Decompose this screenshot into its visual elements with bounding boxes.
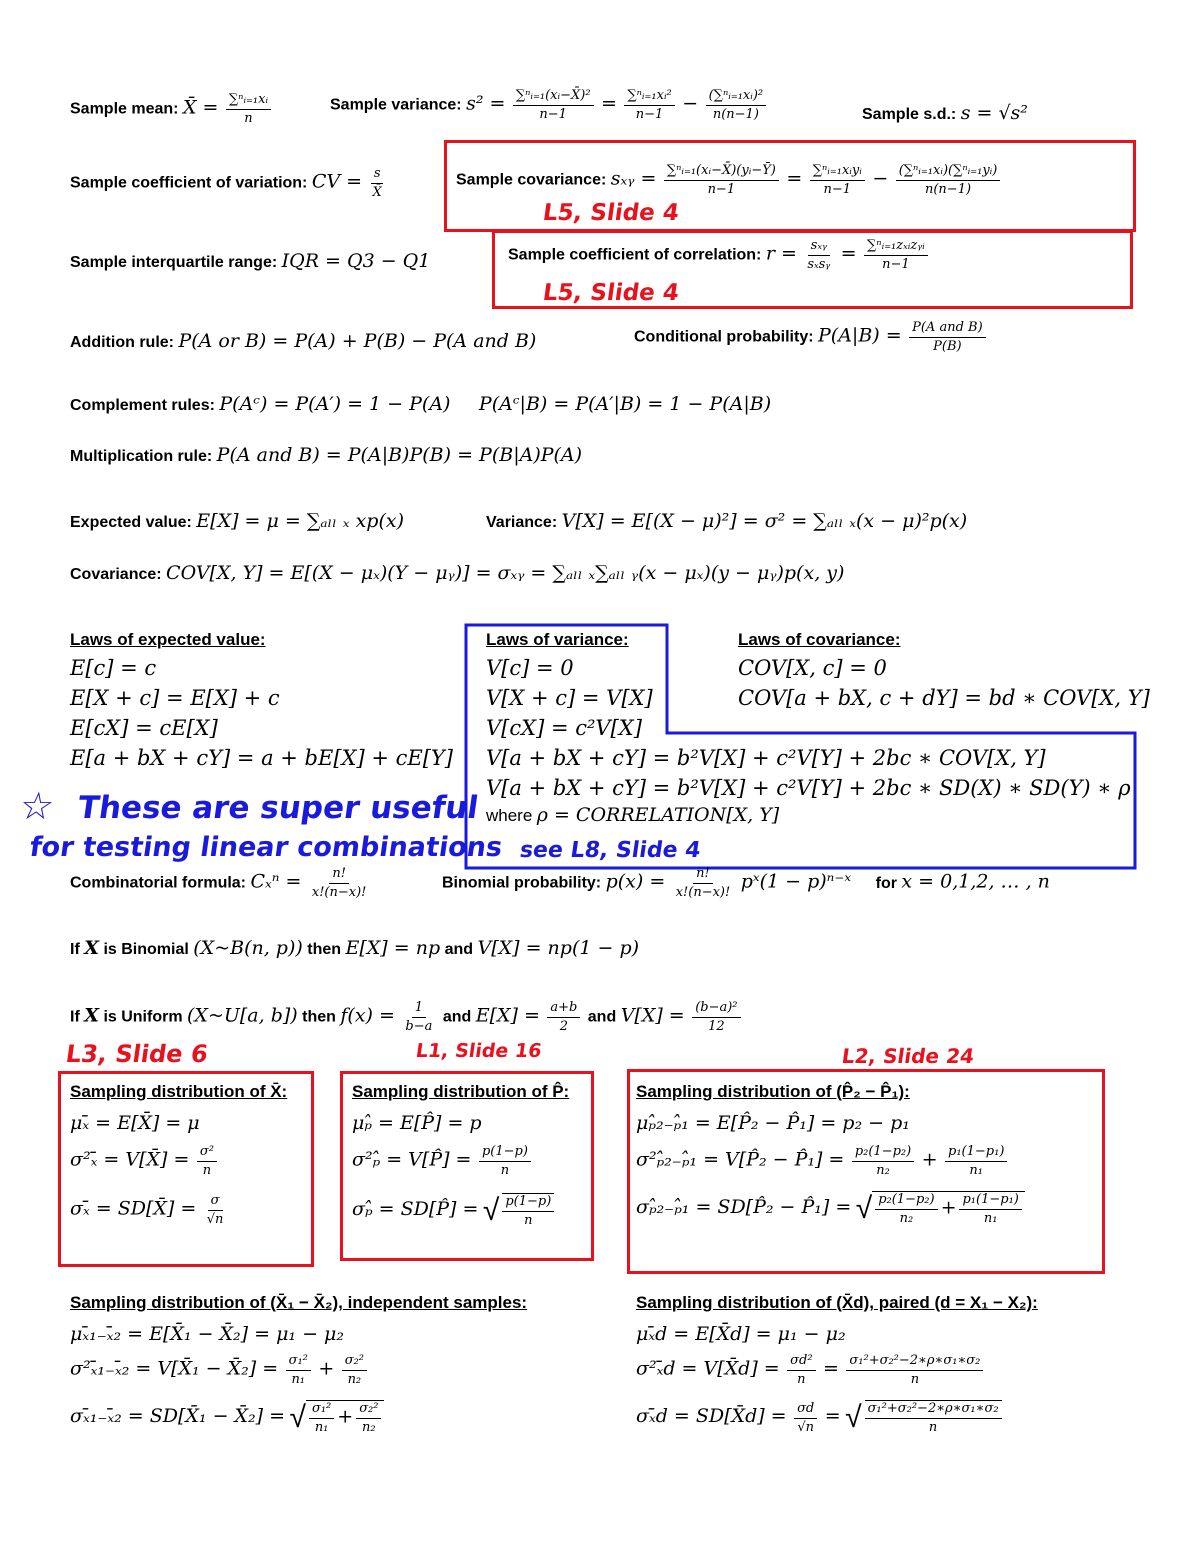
sampling-mean-title: Sampling distribution of X̄: bbox=[70, 1082, 288, 1101]
annotation-l3-slide6: L3, Slide 6 bbox=[64, 1040, 210, 1068]
sampling-mean-var: σ²ₓ̄ = V[X̄] = $\frac{\text{σ²}}{n}$ bbox=[70, 1144, 287, 1179]
sample-sd-label: Sample s.d.: bbox=[862, 106, 957, 123]
complement-rules-label: Complement rules: bbox=[70, 397, 215, 414]
combinatorial-row bbox=[70, 866, 372, 901]
sample-mean-fraction: $\frac{\text{∑ⁿᵢ₌₁xᵢ}}{n}$ bbox=[226, 92, 271, 127]
uniform-pdf-fraction: $\frac{1}{b-a}$ bbox=[405, 1000, 433, 1034]
uniform-row: If X is Uniform (X~U[a, b]) then f(x) = $\frac{1}{b-a}$ and E[X] = $\frac{a+b}{2}$ and V[X] = $\frac{\text{(b−a)²}}{12}$ bbox=[70, 1000, 744, 1035]
correlation-label: Sample coefficient of correlation: bbox=[508, 246, 762, 264]
binomial-probability-lhs: p(x) = bbox=[605, 870, 666, 893]
combinatorial-fraction: $\frac{n!}{x!(n-x)!}$ bbox=[311, 866, 367, 900]
complement-rule-2: P(Aᶜ|B) = P(A′|B) = 1 − P(A|B) bbox=[478, 393, 772, 415]
sample-variance-frac3: $\frac{\text{(∑ⁿᵢ₌₁xᵢ)²}}{n(n-1)}$ bbox=[706, 88, 767, 123]
sampling-paired-mu: μₓ̄d = E[X̄d] = μ₁ − μ₂ bbox=[636, 1323, 846, 1345]
law-var-item: V[X + c] = V[X] bbox=[486, 686, 653, 710]
correlation-frac1: $\frac{\text{sₓᵧ}}{\text{sₓsᵧ}}$ bbox=[807, 238, 831, 272]
sampling-independent-mu: μₓ̄₁₋ₓ̄₂ = E[X̄₁ − X̄₂] = μ₁ − μ₂ bbox=[70, 1323, 345, 1345]
covariance-label: Covariance: bbox=[70, 566, 162, 583]
addition-rule-label: Addition rule: bbox=[70, 334, 174, 351]
sampling-mean-block bbox=[70, 1082, 287, 1228]
addition-rule-expr: P(A or B) = P(A) + P(B) − P(A and B) bbox=[178, 330, 537, 352]
conditional-probability-lhs: P(A|B) = bbox=[818, 324, 902, 347]
binomial-probability-row: Binomial probability: p(x) = $\frac{n!}{x!(n-x)!}$ pˣ(1 − p)ⁿ⁻ˣ for x = 0,1,2, … , n bbox=[442, 866, 1050, 900]
conditional-probability-label: Conditional probability: bbox=[634, 328, 814, 346]
sample-covariance-row: Sample covariance: sₓᵧ = $\frac{\text{∑ⁿᵢ₌₁(xᵢ−X̄)(yᵢ−Ȳ)}}{n-1}$ = $\frac{\text{∑ⁿᵢ₌₁xᵢyᵢ}}{n-1}$ − $\frac{\text{(∑ⁿᵢ₌₁xᵢ)(∑ⁿᵢ₌₁yᵢ)}}{n(n-1)}$ bbox=[456, 163, 1003, 198]
law-var-item: V[a + bX + cY] = b²V[X] + c²V[Y] + 2bc ∗ COV[X, Y] bbox=[486, 746, 1046, 770]
uniform-mean-fraction: $\frac{a+b}{2}$ bbox=[547, 1000, 580, 1035]
law-ev-item: E[cX] = cE[X] bbox=[70, 716, 218, 740]
combinatorial-label: Combinatorial formula: bbox=[70, 874, 247, 892]
laws-variance-title: Laws of variance: bbox=[486, 630, 629, 649]
expected-value-label: Expected value: bbox=[70, 514, 192, 531]
expected-value-expr: E[X] = μ = ∑ₐₗₗ ₓ xp(x) bbox=[196, 510, 405, 532]
correlation-frac2: $\frac{\text{∑ⁿᵢ₌₁zₓᵢzᵧᵢ}}{n-1}$ bbox=[864, 238, 928, 273]
annotation-note-line1: These are super useful bbox=[75, 790, 481, 826]
annotation-l1-slide16: L1, Slide 16 bbox=[414, 1040, 543, 1062]
sampling-diff-proportion-sd: σₚ̂₂₋ₚ̂₁ = SD[P̂₂ − P̂₁] = √ $\frac{\text{p₂(1−p₂)}}{\text{n₂}}$ + $\frac{\text{p₁(1−p₁)}}{\text{n₁}}$ bbox=[636, 1191, 1025, 1227]
iqr-expr: IQR = Q3 − Q1 bbox=[281, 250, 431, 272]
cv-lhs: CV = bbox=[311, 170, 363, 193]
sample-covariance-frac3: $\frac{\text{(∑ⁿᵢ₌₁xᵢ)(∑ⁿᵢ₌₁yᵢ)}}{n(n-1)}$ bbox=[896, 163, 1001, 198]
sampling-proportion-sd-fraction: $\frac{p(1-p)}{n}$ bbox=[502, 1193, 554, 1229]
law-var-item: V[cX] = c²V[X] bbox=[486, 716, 642, 740]
sampling-proportion-sd: σₚ̂ = SD[P̂] = √ $\frac{p(1-p)}{n}$ bbox=[352, 1193, 569, 1229]
sqrt-icon: √ bbox=[855, 1192, 873, 1225]
sampling-independent-title: Sampling distribution of (X̄₁ − X̄₂), independent samples: bbox=[70, 1293, 528, 1312]
sample-variance-frac1: $\frac{\text{∑ⁿᵢ₌₁(xᵢ−X̄)²}}{n-1}$ bbox=[513, 88, 594, 123]
law-cov-item: COV[X, c] = 0 bbox=[738, 656, 887, 680]
sampling-proportion-var-fraction: $\frac{p(1-p)}{n}$ bbox=[479, 1144, 531, 1179]
sqrt-icon: √ bbox=[289, 1401, 306, 1434]
sqrt-icon: √ bbox=[482, 1194, 500, 1227]
sample-variance-label: Sample variance: bbox=[330, 96, 462, 114]
sampling-mean-mu: μₓ̄ = E[X̄] = μ bbox=[70, 1112, 200, 1134]
sampling-diff-proportion-mu: μₚ̂₂₋ₚ̂₁ = E[P̂₂ − P̂₁] = p₂ − p₁ bbox=[636, 1112, 910, 1134]
annotation-l2-slide24: L2, Slide 24 bbox=[840, 1044, 976, 1068]
annotation-l8-slide4: see L8, Slide 4 bbox=[518, 838, 703, 863]
multiplication-rule-expr: P(A and B) = P(A|B)P(B) = P(B|A)P(A) bbox=[216, 444, 583, 466]
sampling-paired-var: σ²ₓ̄d = V[X̄d] = $\frac{\text{σd²}}{n}$ = $\frac{\text{σ₁²+σ₂²−2∗ρ∗σ₁∗σ₂}}{n}$ bbox=[636, 1353, 1038, 1388]
laws-covariance-title: Laws of covariance: bbox=[738, 630, 901, 649]
law-ev-item: E[a + bX + cY] = a + bE[X] + cE[Y] bbox=[70, 746, 453, 770]
sampling-mean-sd: σₓ̄ = SD[X̄] = $\frac{\sigma}{√n}$ bbox=[70, 1193, 287, 1228]
sampling-diff-proportion-block bbox=[636, 1082, 1025, 1227]
combinatorial-lhs: Cₓⁿ = bbox=[250, 870, 302, 893]
sampling-independent-sd: σₓ̄₁₋ₓ̄₂ = SD[X̄₁ − X̄₂] = √ $\frac{\text{σ₁²}}{\text{n₁}}$ + $\frac{\text{σ₂²}}{\text{n₂}}$ bbox=[70, 1400, 527, 1436]
variance-expr: V[X] = E[(X − μ)²] = σ² = ∑ₐₗₗ ₓ(x − μ)²p(x) bbox=[561, 510, 968, 532]
sampling-independent-var: σ²ₓ̄₁₋ₓ̄₂ = V[X̄₁ − X̄₂] = $\frac{\text{σ₁²}}{\text{n₁}}$ + $\frac{\text{σ₂²}}{\text{n₂}}$ bbox=[70, 1353, 527, 1388]
law-ev-item: E[X + c] = E[X] + c bbox=[70, 686, 280, 710]
sample-variance-frac2: $\frac{\text{∑ⁿᵢ₌₁xᵢ²}}{n-1}$ bbox=[624, 88, 674, 123]
conditional-probability-fraction: $\frac{\text{P(A and B)}}{P(B)}$ bbox=[909, 320, 986, 355]
law-var-item: V[a + bX + cY] = b²V[X] + c²V[Y] + 2bc ∗ SD(X) ∗ SD(Y) ∗ ρ bbox=[486, 776, 1131, 800]
sampling-diff-proportion-title: Sampling distribution of (P̂₂ − P̂₁): bbox=[636, 1082, 910, 1101]
sampling-proportion-mu: μₚ̂ = E[P̂] = p bbox=[352, 1112, 482, 1134]
sampling-paired-sd: σₓ̄d = SD[X̄d] = $\frac{\sigma d}{√n}$ = √ $\frac{\text{σ₁²+σ₂²−2∗ρ∗σ₁∗σ₂}}{n}$ bbox=[636, 1400, 1038, 1436]
sample-covariance-lhs: sₓᵧ = bbox=[610, 167, 657, 190]
cv-fraction: $\frac{s}{X̄}$ bbox=[372, 166, 382, 200]
uniform-variance-fraction: $\frac{\text{(b−a)²}}{12}$ bbox=[692, 1000, 740, 1035]
sqrt-icon: √ bbox=[845, 1401, 862, 1434]
sampling-proportion-var: σ²ₚ̂ = V[P̂] = $\frac{p(1-p)}{n}$ bbox=[352, 1144, 569, 1179]
law-var-item: V[c] = 0 bbox=[486, 656, 574, 680]
sampling-proportion-title: Sampling distribution of P̂: bbox=[352, 1082, 570, 1101]
sample-covariance-label: Sample covariance: bbox=[456, 171, 607, 189]
correlation-row: Sample coefficient of correlation: r = $\frac{\text{sₓᵧ}}{\text{sₓsᵧ}}$ = $\frac{\text{∑ⁿᵢ₌₁zₓᵢzᵧᵢ}}{n-1}$ bbox=[508, 238, 931, 273]
sample-mean-label: Sample mean: bbox=[70, 100, 179, 118]
sample-variance-lhs: s² = bbox=[466, 92, 506, 115]
annotation-l5-slide4-b: L5, Slide 4 bbox=[541, 280, 681, 306]
cv-label: Sample coefficient of variation: bbox=[70, 174, 308, 192]
annotation-l5-slide4-a: L5, Slide 4 bbox=[541, 200, 681, 226]
sampling-proportion-block bbox=[352, 1082, 569, 1229]
sampling-paired-block bbox=[636, 1293, 1038, 1436]
multiplication-rule-label: Multiplication rule: bbox=[70, 448, 213, 465]
iqr-label: Sample interquartile range: bbox=[70, 254, 278, 271]
binomial-moments-row: If X is Binomial (X~B(n, p)) then E[X] = np and V[X] = np(1 − p) bbox=[70, 937, 640, 959]
sample-covariance-frac2: $\frac{\text{∑ⁿᵢ₌₁xᵢyᵢ}}{n-1}$ bbox=[810, 163, 865, 198]
sample-sd-expr: s = √s² bbox=[960, 102, 1028, 124]
sample-mean-lhs: X̄ = bbox=[182, 96, 219, 119]
annotation-star-icon: ☆ bbox=[16, 784, 58, 828]
law-ev-item: E[c] = c bbox=[70, 656, 157, 680]
binomial-probability-fraction: $\frac{n!}{x!(n-x)!}$ bbox=[675, 866, 731, 900]
sample-covariance-frac1: $\frac{\text{∑ⁿᵢ₌₁(xᵢ−X̄)(yᵢ−Ȳ)}}{n-1}$ bbox=[664, 163, 779, 198]
law-var-where: where ρ = CORRELATION[X, Y] bbox=[486, 804, 780, 826]
sampling-mean-sd-fraction: $\frac{\sigma}{√n}$ bbox=[206, 1193, 224, 1227]
annotation-note-line2: for testing linear combinations bbox=[27, 832, 505, 863]
covariance-expr: COV[X, Y] = E[(X − μₓ)(Y − μᵧ)] = σₓᵧ = ∑ₐₗₗ ₓ∑ₐₗₗ ᵧ(x − μₓ)(y − μᵧ)p(x, y) bbox=[166, 562, 845, 584]
correlation-lhs: r = bbox=[765, 242, 797, 265]
complement-rule-1: P(Aᶜ) = P(A′) = 1 − P(A) bbox=[219, 393, 451, 415]
sampling-independent-block bbox=[70, 1293, 527, 1436]
variance-label: Variance: bbox=[486, 514, 558, 531]
sample-variance-row: Sample variance: s² = $\frac{\text{∑ⁿᵢ₌₁(xᵢ−X̄)²}}{n-1}$ = $\frac{\text{∑ⁿᵢ₌₁xᵢ²}}{n-1}$ − $\frac{\text{(∑ⁿᵢ₌₁xᵢ)²}}{n(n-1)}$ bbox=[330, 88, 769, 123]
law-cov-item: COV[a + bX, c + dY] = bd ∗ COV[X, Y] bbox=[738, 686, 1150, 710]
binomial-probability-label: Binomial probability: bbox=[442, 874, 602, 892]
sampling-paired-title: Sampling distribution of (X̄d), paired (d = X₁ − X₂): bbox=[636, 1293, 1038, 1312]
laws-expected-value-title: Laws of expected value: bbox=[70, 630, 266, 649]
sampling-mean-var-fraction: $\frac{\text{σ²}}{n}$ bbox=[197, 1144, 217, 1179]
sampling-diff-proportion-var: σ²ₚ̂₂₋ₚ̂₁ = V[P̂₂ − P̂₁] = $\frac{\text{p₂(1−p₂)}}{\text{n₂}}$ + $\frac{\text{p₁(1−p₁)}}{\text{n₁}}$ bbox=[636, 1144, 1025, 1179]
